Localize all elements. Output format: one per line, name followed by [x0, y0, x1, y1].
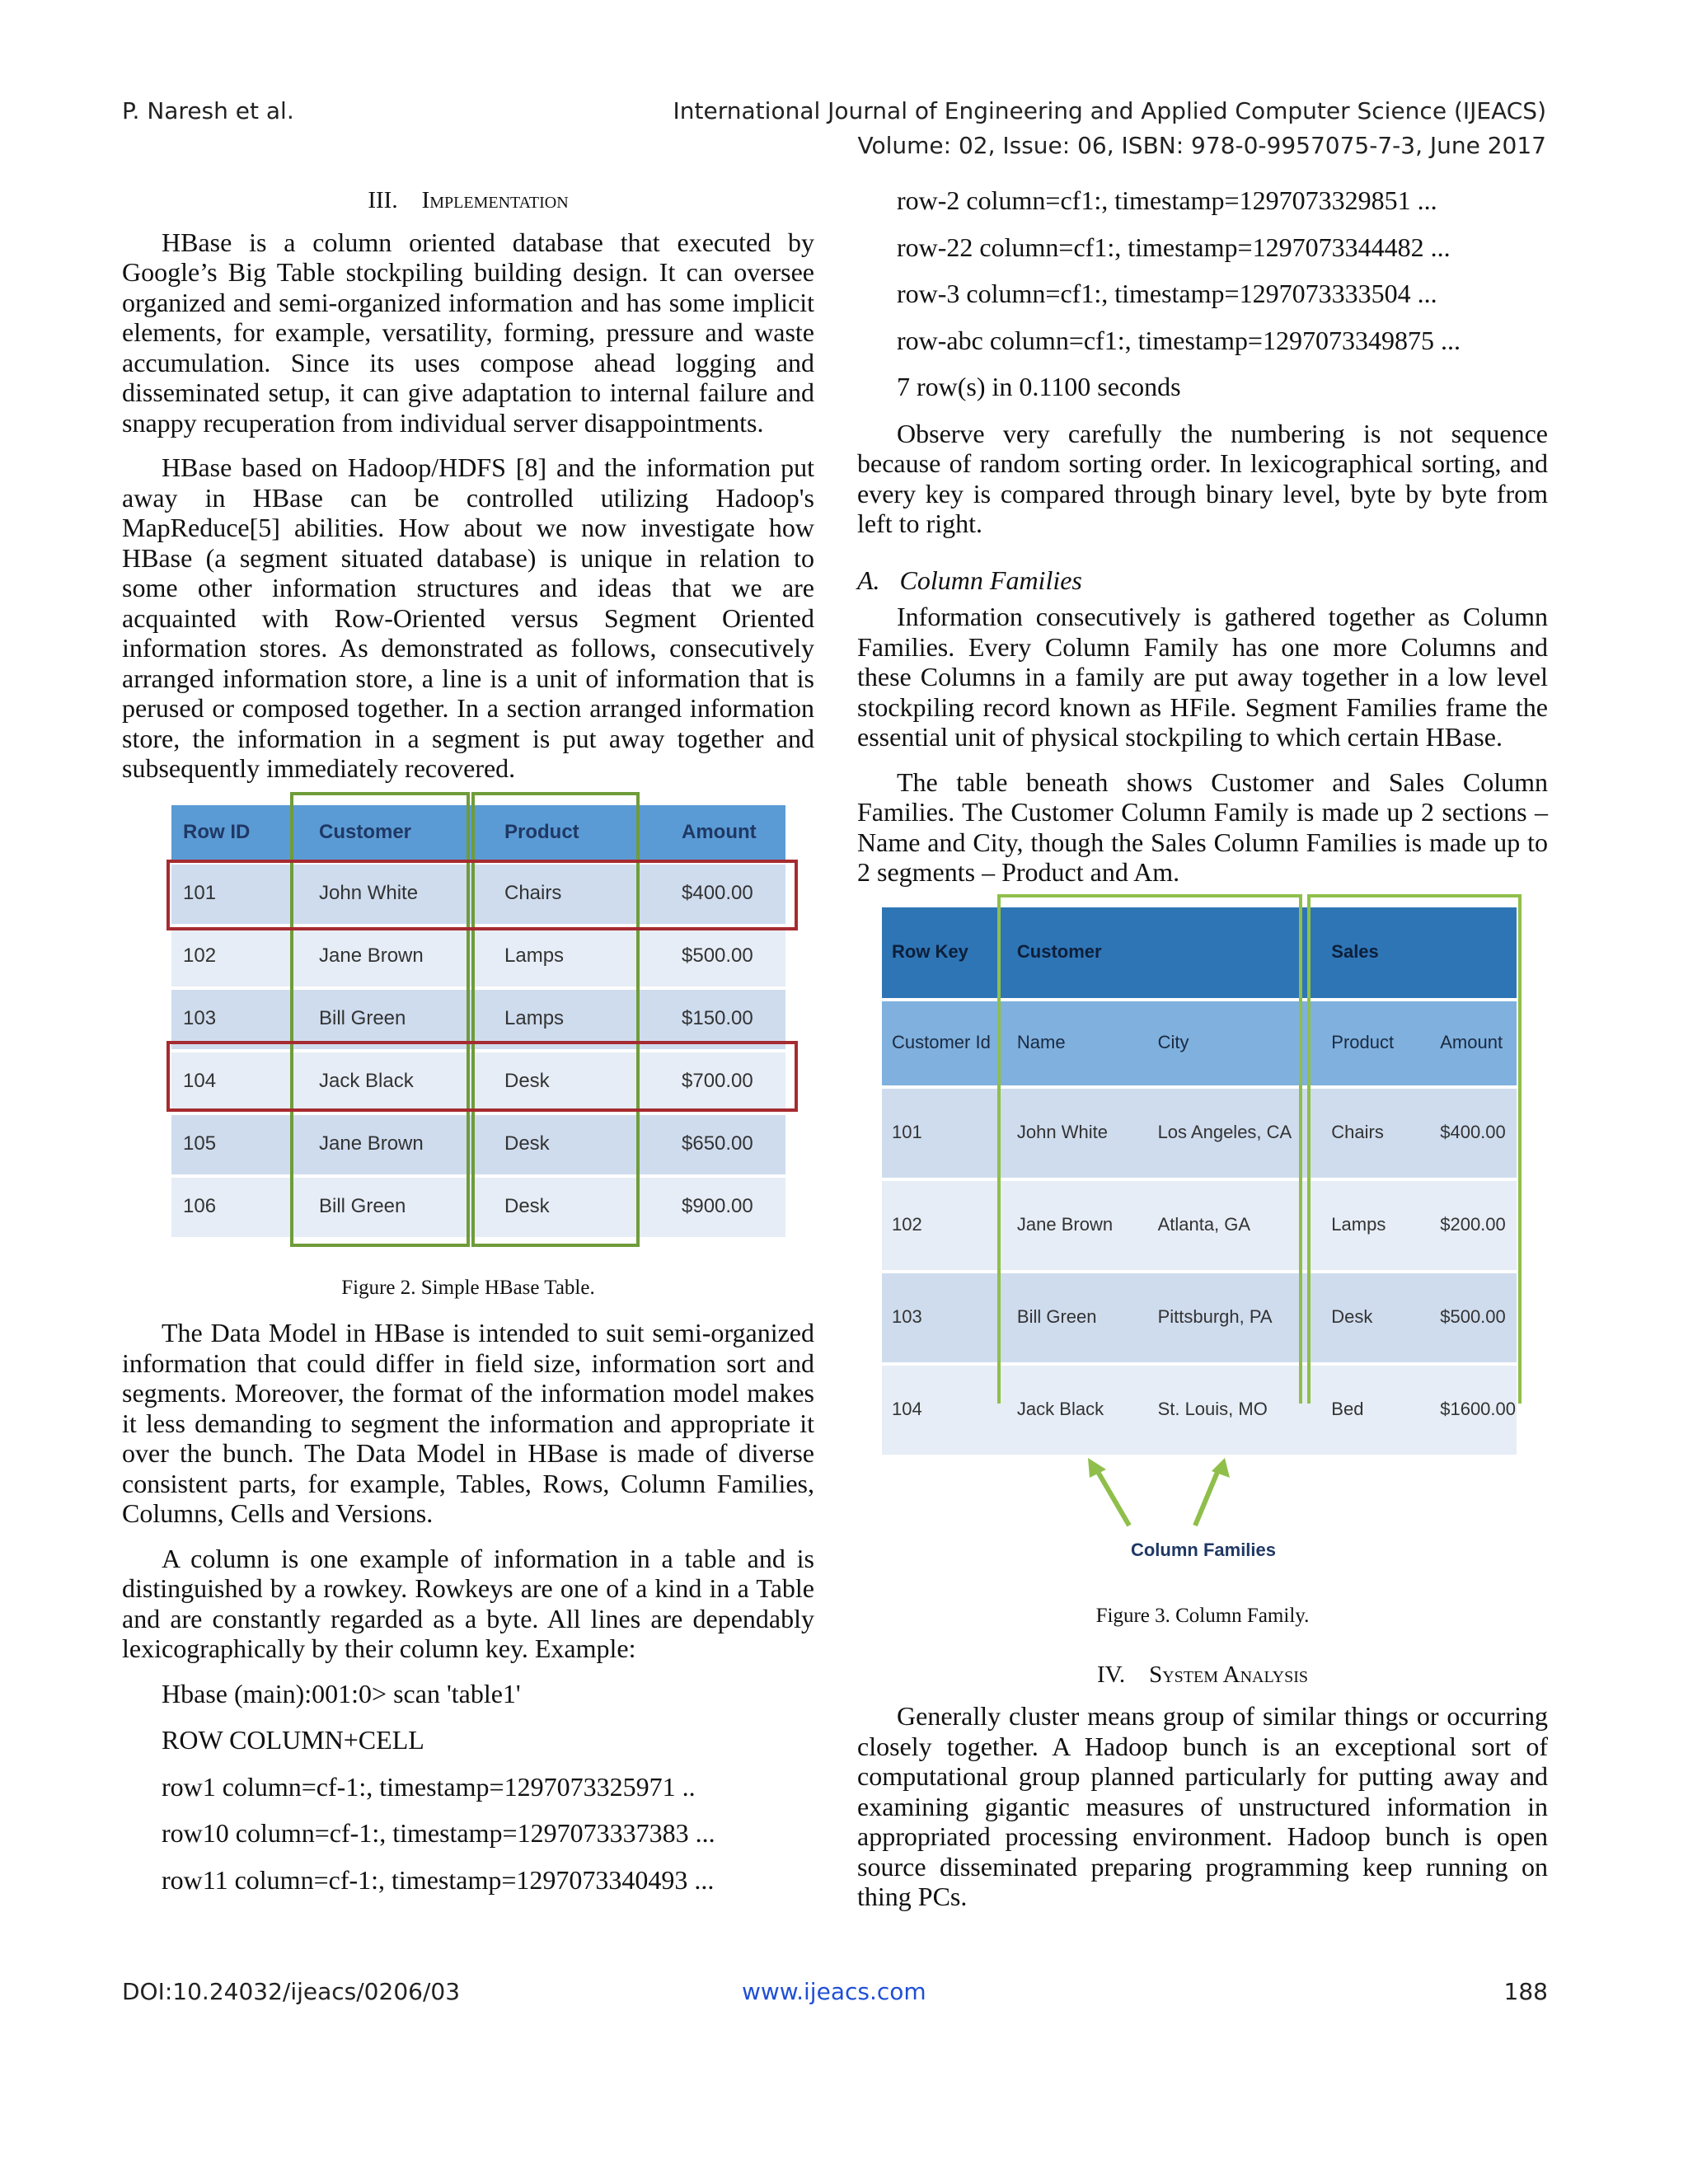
code-line: ROW COLUMN+CELL — [162, 1725, 424, 1755]
cell: 101 — [171, 865, 307, 924]
cell: Pittsburgh, PA — [1148, 1273, 1322, 1362]
left-column — [122, 185, 814, 1911]
cell: $1600.00 — [1430, 1366, 1517, 1455]
table-row — [171, 1178, 785, 1237]
sub-header: City — [1148, 1001, 1322, 1085]
subsection-heading — [857, 565, 1548, 596]
column-header-row — [882, 1001, 1517, 1085]
col-header: Amount — [670, 805, 785, 861]
code-line: row-2 column=cf1:, timestamp=1297073329851 ... — [897, 185, 1437, 215]
cell: Los Angeles, CA — [1148, 1089, 1322, 1178]
paragraph: A column is one example of information in a table and is distinguished by a rowkey. Rowkeys are one of a kind in a Table and are constantly regarded as a byte. All lines are dependably lexicographically by their column key. Example: — [122, 1543, 814, 1663]
cell: Bill Green — [307, 1178, 493, 1237]
table-row — [171, 865, 785, 924]
figure-2-simple-hbase-table — [171, 802, 798, 1240]
cell: Desk — [493, 1052, 670, 1112]
paragraph: Observe very carefully the numbering is not sequence because of random sorting order. In lexicographical sorting, and every key is compared through binary level, byte by byte from left to right. — [857, 418, 1548, 538]
cell: Chairs — [493, 865, 670, 924]
section-heading: System Analysis — [1149, 1661, 1309, 1688]
hbase-table — [171, 802, 785, 1240]
cell: $500.00 — [670, 927, 785, 987]
cell: Desk — [1321, 1273, 1430, 1362]
section-number: III. — [368, 187, 398, 213]
paragraph: HBase is a column oriented database that executed by Google’s Big Table stockpiling building design. It can oversee organized and semi-organized information and has some implicit elements, for example, versatility, forming, pressure and waste accumulation. Since its uses compose ahead logging and disseminated setup, it can give adaptation to internal failure and snappy recuperation from individual server disappointments. — [122, 227, 814, 438]
code-line: Hbase (main):001:0> scan 'table1' — [162, 1678, 521, 1708]
section-title-system-analysis — [857, 1660, 1548, 1690]
figure-3-caption: Figure 3. Column Family. — [1095, 1605, 1310, 1627]
cell: John White — [1007, 1089, 1148, 1178]
col-header: Row Key — [882, 907, 1007, 998]
table-row — [882, 1273, 1517, 1362]
section-heading: Implementation — [421, 187, 569, 213]
cell: Lamps — [1321, 1181, 1430, 1270]
header-volume: Volume: 02, Issue: 06, ISBN: 978-0-9957075-7-3, June 2017 — [857, 132, 1546, 159]
subsection-label: A. — [857, 565, 880, 595]
code-line: 7 row(s) in 0.1100 seconds — [897, 372, 1181, 401]
cell: Desk — [493, 1115, 670, 1174]
cell: Jane Brown — [307, 927, 493, 987]
paragraph: Information consecutively is gathered together as Column Families. Every Column Family has one more Columns and these Columns in a family are put away together in a low level stockpiling record known as HFile. Segment Families frame the essential unit of physical stockpiling to which certain HBase. — [857, 602, 1548, 752]
cell: Jack Black — [307, 1052, 493, 1112]
arrows-icon — [882, 1458, 1525, 1532]
table-header-row — [171, 805, 785, 861]
code-line: row-abc column=cf1:, timestamp=1297073349875 ... — [897, 325, 1461, 355]
col-header: Customer — [1007, 907, 1321, 998]
footer-url-link[interactable]: www.ijeacs.com — [742, 1978, 926, 2005]
figure-3-column-family — [882, 904, 1525, 1566]
section-number: IV. — [1096, 1661, 1126, 1688]
cell: 102 — [171, 927, 307, 987]
code-line: row11 column=cf-1:, timestamp=1297073340493 ... — [162, 1864, 715, 1895]
cell: 106 — [171, 1178, 307, 1237]
column-families-label: Column Families — [1130, 1539, 1277, 1560]
cell: Jack Black — [1007, 1366, 1148, 1455]
code-line: row-3 column=cf1:, timestamp=1297073333504 ... — [897, 279, 1437, 308]
subsection-title: Column Families — [899, 565, 1082, 595]
cell: $400.00 — [670, 865, 785, 924]
cell: Chairs — [1321, 1089, 1430, 1178]
table-row — [882, 1366, 1517, 1455]
right-column — [857, 185, 1548, 1927]
cell: Atlanta, GA — [1148, 1181, 1322, 1270]
col-header: Row ID — [171, 805, 307, 861]
paragraph: The Data Model in HBase is intended to suit semi-organized information that could differ in field size, information sort and segments. Moreover, the format of the information model makes it less demanding to segment the information and appropriate it over the bunch. The Data Model in HBase is made of diverse consistent parts, for example, Tables, Rows, Column Families, Columns, Cells and Versions. — [122, 1318, 814, 1528]
cell: Jane Brown — [307, 1115, 493, 1174]
code-line: row-22 column=cf1:, timestamp=1297073344482 ... — [897, 232, 1451, 262]
cell: $200.00 — [1430, 1181, 1517, 1270]
cell: $900.00 — [670, 1178, 785, 1237]
cell: $650.00 — [670, 1115, 785, 1174]
code-line: row10 column=cf-1:, timestamp=1297073337383 ... — [162, 1818, 715, 1848]
cell: Lamps — [493, 927, 670, 987]
sub-header: Product — [1321, 1001, 1430, 1085]
cell: 105 — [171, 1115, 307, 1174]
cell: Jane Brown — [1007, 1181, 1148, 1270]
cell: 104 — [882, 1366, 1007, 1455]
cell: $500.00 — [1430, 1273, 1517, 1362]
cell: $700.00 — [670, 1052, 785, 1112]
paragraph: HBase based on Hadoop/HDFS [8] and the information put away in HBase can be controlled utilizing Hadoop's MapReduce[5] abilities. How about we now investigate how HBase (a segment situated database) is unique in relation to some other information structures and ideas that we are acquainted with Row-Oriented versus Segment Oriented information stores. As demonstrated as follows, consecutively arranged information store, a line is a unit of information that is perused or composed together. In a section arranged information store, the information in a segment is put away together and subsequently immediately recovered. — [122, 452, 814, 783]
table-row — [882, 1089, 1517, 1178]
cell: Desk — [493, 1178, 670, 1237]
family-header-row — [882, 907, 1517, 998]
cell: 101 — [882, 1089, 1007, 1178]
cell: 102 — [882, 1181, 1007, 1270]
cell: $150.00 — [670, 990, 785, 1049]
cell: 104 — [171, 1052, 307, 1112]
col-header: Sales — [1321, 907, 1517, 998]
header-journal: International Journal of Engineering and Applied Computer Science (IJEACS) — [673, 97, 1546, 124]
table-row — [171, 927, 785, 987]
col-header: Product — [493, 805, 670, 861]
cell: Bill Green — [1007, 1273, 1148, 1362]
table-row — [171, 1052, 785, 1112]
col-header: Customer — [307, 805, 493, 861]
paragraph: The table beneath shows Customer and Sales Column Families. The Customer Column Family is made up 2 sections – Name and City, though the Sales Column Families is made up to 2 segments – Product and Am. — [857, 766, 1548, 887]
cell: John White — [307, 865, 493, 924]
code-line: row1 column=cf-1:, timestamp=1297073325971 .. — [162, 1771, 696, 1802]
table-row — [171, 1115, 785, 1174]
cell: Lamps — [493, 990, 670, 1049]
cell: 103 — [882, 1273, 1007, 1362]
sub-header: Amount — [1430, 1001, 1517, 1085]
paragraph: Generally cluster means group of similar things or occurring closely together. A Hadoop bunch is an exceptional sort of computational group planned particularly for putting away and examining gigantic measures of unstructured information in appropriated processing environment. Hadoop bunch is open source disseminated preparing programming keep running on thing PCs. — [857, 1701, 1548, 1911]
sub-header: Name — [1007, 1001, 1148, 1085]
table-row — [171, 990, 785, 1049]
cell: 103 — [171, 990, 307, 1049]
figure-2-caption: Figure 2. Simple HBase Table. — [341, 1276, 595, 1299]
header-authors: P. Naresh et al. — [122, 97, 294, 124]
cell: St. Louis, MO — [1148, 1366, 1322, 1455]
cell: $400.00 — [1430, 1089, 1517, 1178]
cell: Bill Green — [307, 990, 493, 1049]
footer-doi: DOI:10.24032/ijeacs/0206/03 — [122, 1978, 461, 2005]
sub-header: Customer Id — [882, 1001, 1007, 1085]
column-family-table — [882, 904, 1517, 1458]
table-row — [882, 1181, 1517, 1270]
cell: Bed — [1321, 1366, 1430, 1455]
footer-page-number: 188 — [1503, 1978, 1548, 2005]
section-title-implementation — [122, 185, 814, 216]
